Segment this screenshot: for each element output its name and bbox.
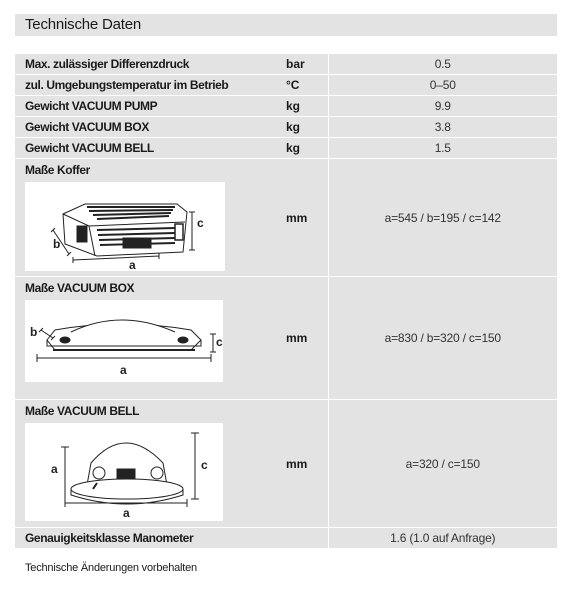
row-label: zul. Umgebungstemperatur im Betrieb: [15, 75, 279, 96]
dim-label-a: a: [120, 363, 127, 377]
dim-label-a-height: a: [51, 462, 58, 476]
row-label: Maße VACUUM BELL: [25, 404, 140, 418]
row-value: 9.9: [328, 96, 557, 117]
spec-table: [15, 54, 557, 549]
vacuum-box-drawing: [25, 300, 223, 382]
row-unit: bar: [279, 54, 328, 75]
row-value: 0–50: [328, 75, 557, 96]
row-label: Genauigkeitsklasse Manometer: [15, 528, 279, 549]
row-label: Gewicht VACUUM PUMP: [15, 96, 279, 117]
dim-label-c: c: [201, 458, 208, 472]
row-unit: kg: [279, 138, 328, 159]
table-row: [15, 400, 557, 528]
row-value: 1.6 (1.0 auf Anfrage): [328, 528, 557, 549]
table-row: [15, 159, 557, 277]
row-unit: mm: [279, 159, 328, 277]
dim-label-b: b: [30, 325, 37, 339]
table-row: [15, 277, 557, 400]
dim-label-c: c: [197, 216, 204, 230]
row-value: a=830 / b=320 / c=150: [328, 277, 557, 400]
row-value: 1.5: [328, 138, 557, 159]
dim-label-c: c: [216, 335, 223, 349]
row-label: Gewicht VACUUM BELL: [15, 138, 279, 159]
table-row: [15, 75, 557, 96]
table-row: [15, 54, 557, 75]
row-value: a=320 / c=150: [328, 400, 557, 528]
row-value: 3.8: [328, 117, 557, 138]
dim-label-a: a: [129, 258, 136, 271]
row-unit: [279, 528, 328, 549]
dim-label-a: a: [123, 506, 130, 520]
table-row: [15, 528, 557, 549]
row-label: Maße Koffer: [25, 163, 90, 177]
row-unit: mm: [279, 277, 328, 400]
row-unit: °C: [279, 75, 328, 96]
vacuum-bell-drawing: [25, 423, 223, 521]
row-label: Gewicht VACUUM BOX: [15, 117, 279, 138]
table-row: [15, 138, 557, 159]
dim-label-b: b: [53, 237, 60, 251]
row-unit: kg: [279, 117, 328, 138]
row-unit: mm: [279, 400, 328, 528]
row-value: a=545 / b=195 / c=142: [328, 159, 557, 277]
case-drawing: [25, 182, 225, 271]
table-row: [15, 96, 557, 117]
row-unit: kg: [279, 96, 328, 117]
table-row: [15, 117, 557, 138]
row-label: Maße VACUUM BOX: [25, 281, 135, 295]
row-value: 0.5: [328, 54, 557, 75]
row-label: Max. zulässiger Differenzdruck: [15, 54, 279, 75]
section-title: Technische Daten: [15, 14, 557, 36]
footnote: Technische Änderungen vorbehalten: [25, 562, 197, 574]
